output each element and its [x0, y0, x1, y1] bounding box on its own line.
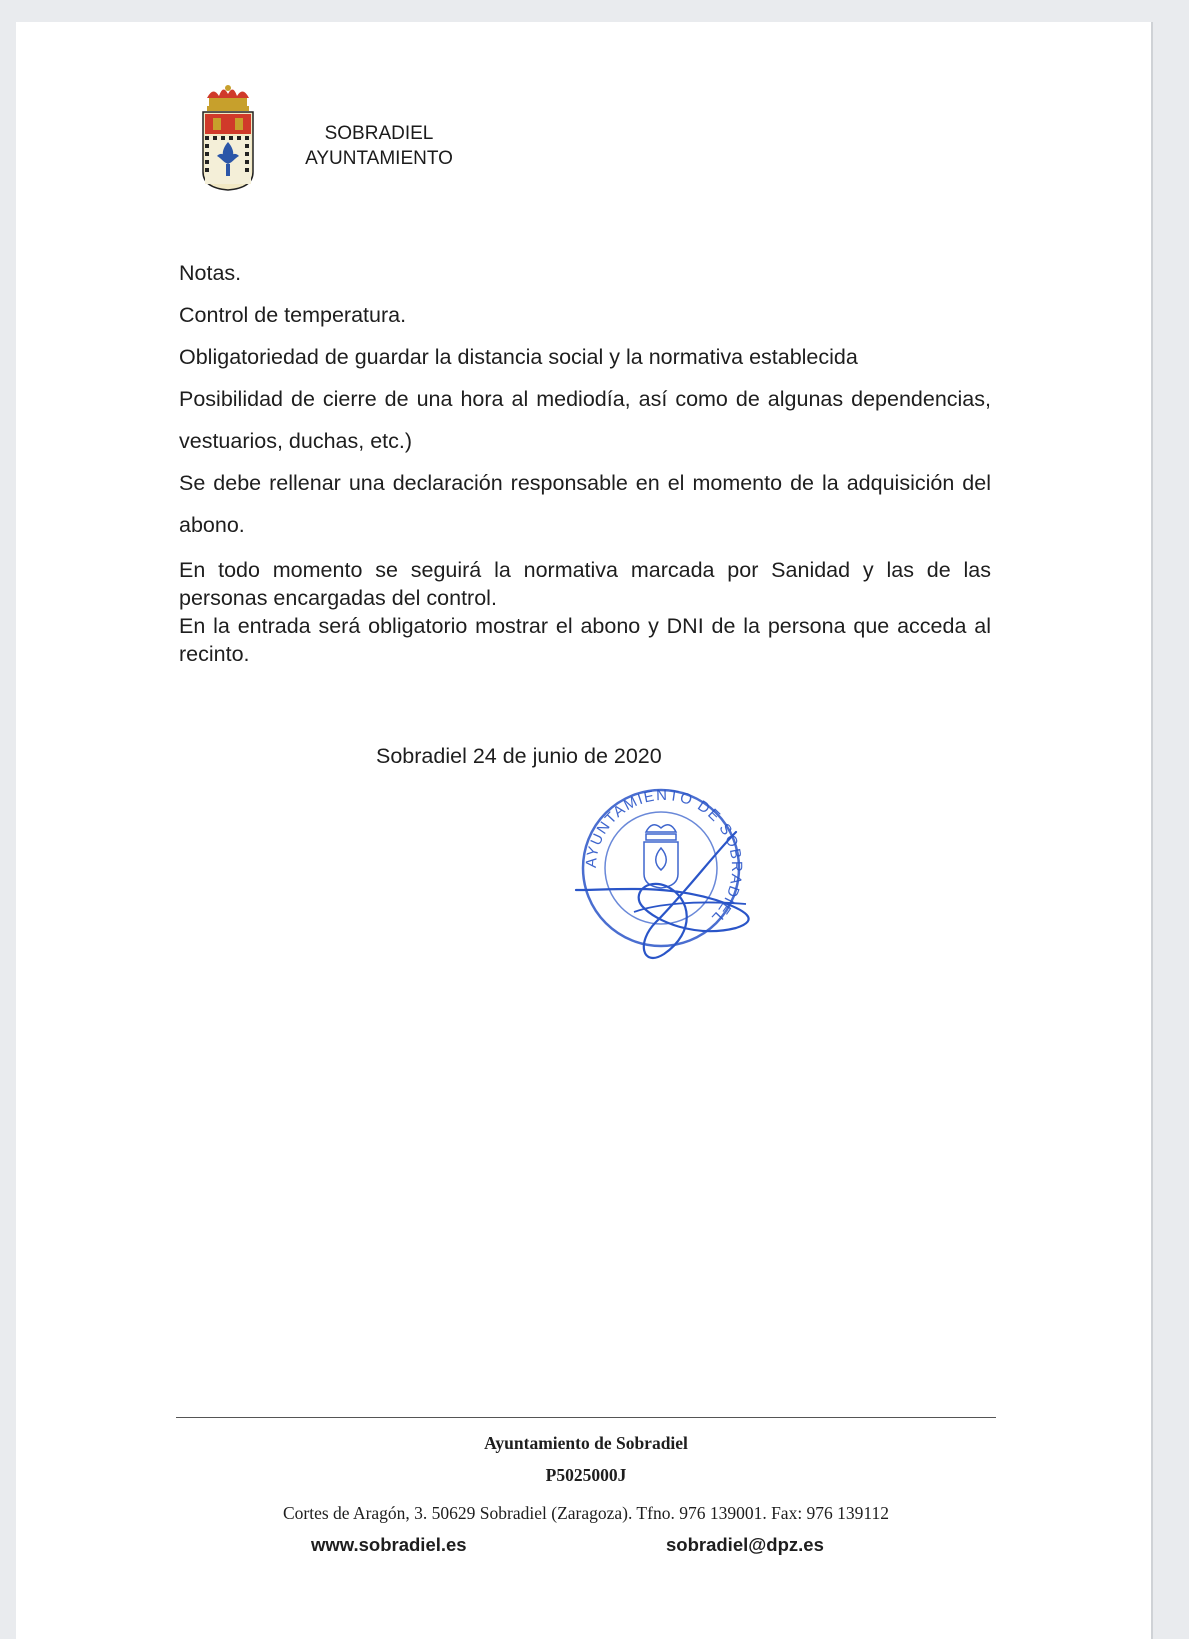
footer-contact	[176, 1534, 996, 1562]
note-item: Se debe rellenar una declaración responsable en el momento de la adquisición del abono.	[179, 471, 991, 537]
official-stamp-and-signature	[546, 782, 796, 962]
note-item: Posibilidad de cierre de una hora al mediodía, así como de algunas dependencias, vestuarios, duchas, etc.)	[179, 387, 991, 453]
letterhead	[199, 84, 519, 214]
note-item: En la entrada será obligatorio mostrar el abono y DNI de la persona que acceda al recinto.	[179, 614, 991, 666]
footer-tax-id: P5025000J	[545, 1465, 627, 1485]
email-link[interactable]: sobradiel@dpz.es	[666, 1534, 824, 1555]
stamp-text: AYUNTAMIENTO DE SOBRADIEL	[582, 786, 746, 928]
municipality-heading	[279, 121, 479, 171]
municipality-type: AYUNTAMIENTO	[305, 148, 453, 169]
notes-body	[179, 252, 991, 668]
footer-institution: Ayuntamiento de Sobradiel	[484, 1433, 688, 1453]
document-page	[16, 22, 1153, 1639]
note-item: En todo momento se seguirá la normativa marcada por Sanidad y las de las personas encargadas del control.	[179, 558, 991, 610]
notes-title: Notas.	[179, 261, 242, 285]
svg-text:AYUNTAMIENTO DE SOBRADIEL	[583, 787, 745, 927]
stamp-crest-icon	[644, 825, 678, 888]
footer-rule	[176, 1417, 996, 1418]
footer-address: Cortes de Aragón, 3. 50629 Sobradiel (Zaragoza). Tfno. 976 139001. Fax: 976 139112	[282, 1503, 890, 1523]
website-link[interactable]: www.sobradiel.es	[311, 1534, 467, 1555]
letter-footer	[176, 1432, 996, 1562]
coat-of-arms-icon	[199, 84, 257, 192]
date-line: Sobradiel 24 de junio de 2020	[376, 744, 662, 768]
municipality-name: SOBRADIEL	[324, 123, 434, 144]
note-item: Control de temperatura.	[179, 303, 407, 327]
note-item: Obligatoriedad de guardar la distancia social y la normativa establecida	[179, 345, 858, 369]
